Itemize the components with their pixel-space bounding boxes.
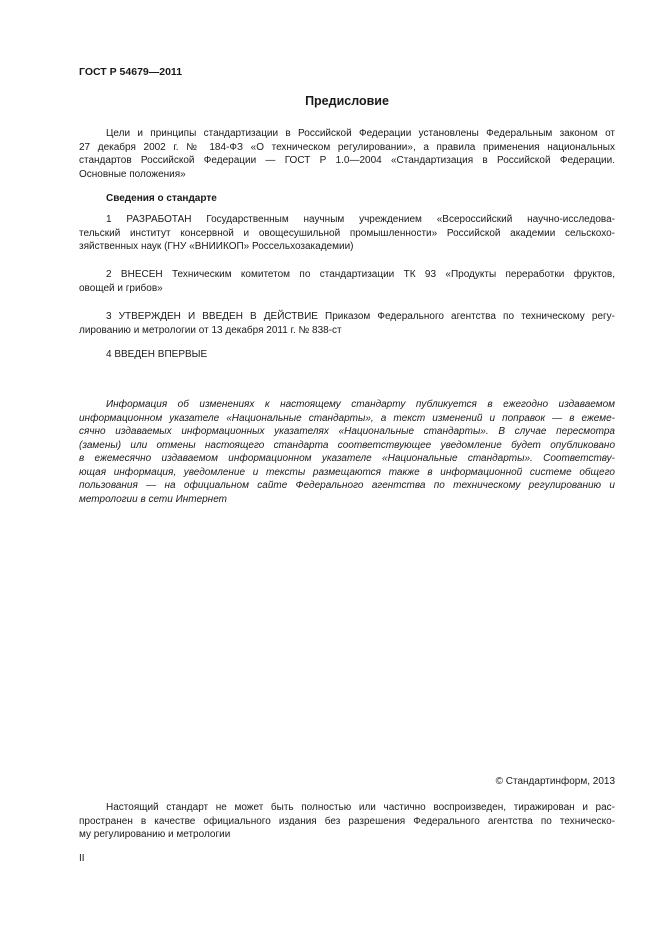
text-line: тельский институт консервной и овощесушильной промышленности» Российской академии сельскохо- bbox=[79, 227, 615, 239]
text-line: 4 ВВЕДЕН ВПЕРВЫЕ bbox=[106, 349, 208, 360]
text-line: ющая информация, уведомление и тексты размещаются также в информационной системе общего bbox=[79, 466, 615, 478]
page-number: II bbox=[79, 853, 85, 864]
text-line: Информация об изменениях к настоящему стандарту публикуется в ежегодно издаваемом bbox=[106, 399, 615, 410]
text-line: (замены) или отмены настоящего стандарта соответствующее уведомление будет опубликовано bbox=[79, 439, 615, 451]
page-title: Предисловие bbox=[305, 94, 389, 108]
section-subheading: Сведения о стандарте bbox=[106, 193, 217, 204]
text-line: сячно издаваемых информационных указателях «Национальные стандарты». В случае пересмотра bbox=[79, 426, 615, 437]
text-line: в ежемесячно издаваемом информационном указателе «Национальные стандарты». Соответству- bbox=[79, 453, 615, 464]
item-first-introduced bbox=[79, 348, 615, 362]
text-line: лированию и метрологии от 13 декабря 2011 г. № 838-ст bbox=[79, 324, 342, 336]
text-line: Основные положения» bbox=[79, 168, 186, 180]
text-line: пользования — на официальном сайте Федерального агентства по техническому регулированию и bbox=[79, 480, 615, 491]
item-introduced bbox=[79, 268, 615, 295]
text-line: метрологии в сети Интернет bbox=[79, 493, 227, 505]
text-line: 1 РАЗРАБОТАН Государственным научным учреждением «Всероссийский научно-исследова- bbox=[106, 214, 615, 225]
text-line: Цели и принципы стандартизации в Российской Федерации установлены Федеральным законом от bbox=[106, 128, 615, 139]
text-line: зяйственных наук (ГНУ «ВНИИКОП» Россельхозакадемии) bbox=[79, 241, 354, 252]
item-developed bbox=[79, 213, 615, 254]
intro-paragraph bbox=[79, 127, 615, 181]
text-line: стандартов Российской Федерации — ГОСТ Р 1.0—2004 «Стандартизация в Российской Федерации. bbox=[79, 155, 615, 166]
text-line: пространен в качестве официального издания без разрешения Федерального агентства по техническо- bbox=[79, 815, 615, 827]
text-line: 27 декабря 2002 г. № 184-ФЗ «О техническом регулировании», а правила применения национальных bbox=[79, 141, 615, 153]
text-line: овощей и грибов» bbox=[79, 282, 163, 294]
copyright-note: © Стандартинформ, 2013 bbox=[495, 776, 615, 787]
text-line: 3 УТВЕРЖДЕН И ВВЕДЕН В ДЕЙСТВИЕ Приказом Федерального агентства по техническому регу- bbox=[106, 311, 615, 322]
text-line: му регулированию и метрологии bbox=[79, 829, 231, 840]
info-paragraph bbox=[79, 398, 615, 506]
standard-code: ГОСТ Р 54679—2011 bbox=[79, 66, 183, 78]
text-line: Настоящий стандарт не может быть полностью или частично воспроизведен, тиражирован и рас- bbox=[106, 802, 615, 813]
text-line: 2 ВНЕСЕН Техническим комитетом по стандартизации ТК 93 «Продукты переработки фруктов, bbox=[106, 269, 615, 280]
item-approved bbox=[79, 310, 615, 337]
reproduction-notice bbox=[79, 801, 615, 842]
text-line: информационном указателе «Национальные стандарты», а текст изменений и поправок — в ежеме- bbox=[79, 412, 615, 424]
